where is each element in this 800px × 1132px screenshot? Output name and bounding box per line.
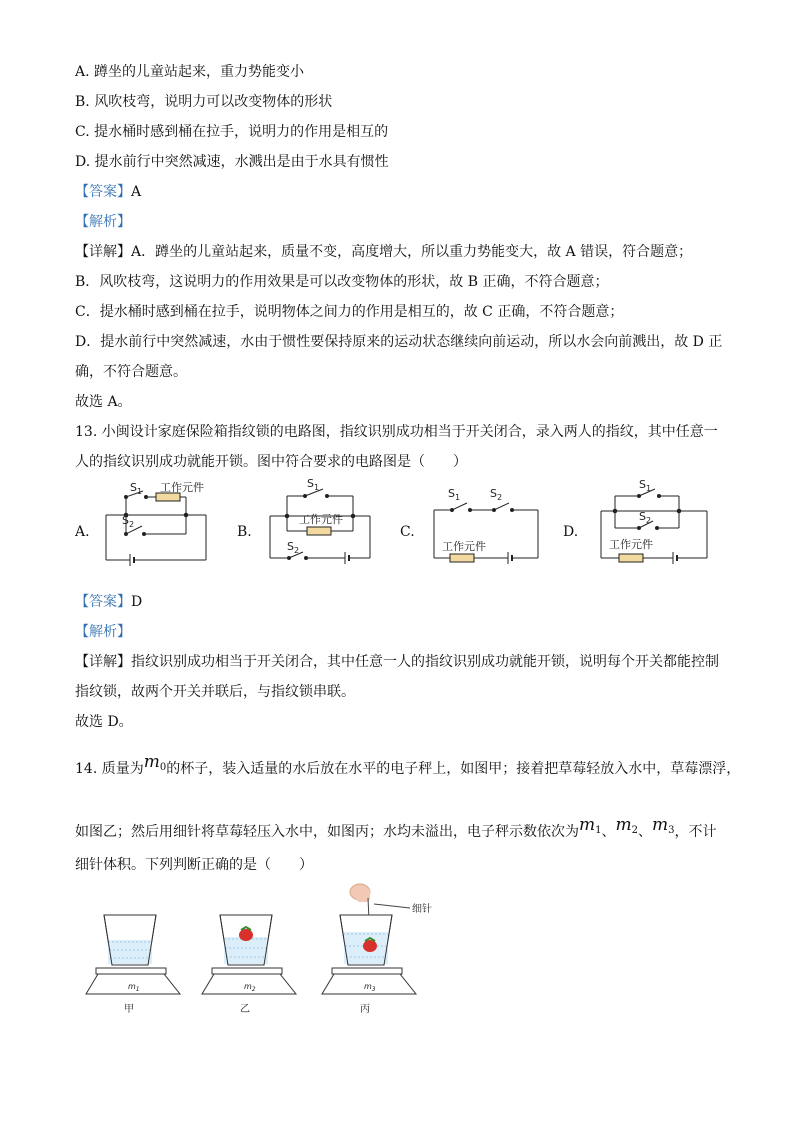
circuit-b-s1-label: $S_1$ [307, 477, 320, 492]
answer-value: D [131, 594, 143, 610]
q13-analysis-tag: 【解析】 [75, 624, 131, 640]
fig-bing-scale-cup [320, 880, 450, 1020]
q13-letter-d: D. [563, 524, 579, 540]
q13-detail-1: 【详解】指纹识别成功相当于开关闭合，其中任意一人的指纹识别成功就能开锁，说明每个开关都能控制 [75, 654, 719, 670]
svg-text:工作元件: 工作元件 [442, 540, 486, 553]
q12-option-d: D. 提水前行中突然减速，水溅出是由于水具有惯性 [75, 154, 389, 170]
circuit-c-component [450, 554, 474, 562]
q13-conclusion: 故选 D。 [75, 714, 133, 730]
strawberry-icon [363, 940, 377, 952]
fig-bing-m3: $m_3$ [364, 982, 376, 993]
q14-stem-line3: 细针体积。下列判断正确的是（ ） [75, 857, 313, 873]
q13-letter-c: C. [400, 524, 415, 540]
circuit-a-s2-label: $S_2$ [122, 514, 135, 529]
q13-stem-line1: 13. 小闽设计家庭保险箱指纹锁的电路图，指纹识别成功相当于开关闭合，录入两人的指纹，其中任意一 [75, 424, 718, 440]
q12-option-b: B. 风吹枝弯，说明力可以改变物体的形状 [75, 94, 333, 110]
detail-tag: 【详解】 [75, 654, 131, 670]
circuit-d-component [619, 554, 643, 562]
svg-text:工作元件: 工作元件 [160, 481, 204, 494]
m3-symbol: m [652, 815, 669, 835]
q12-analysis-tag: 【解析】 [75, 214, 131, 230]
fig-jia-scale-cup [84, 910, 184, 1020]
circuit-c-diagram [430, 485, 545, 565]
q12-detail-2: B．风吹枝弯，这说明力的作用效果是可以改变物体的形状，故 B 正确，不符合题意； [75, 274, 609, 290]
q13-letter-a: A. [75, 524, 90, 540]
m0-symbol: m [143, 752, 160, 772]
circuit-c-s2-label: $S_2$ [490, 487, 503, 502]
circuit-b-s2-label: $S_2$ [287, 540, 300, 555]
svg-text:工作元件: 工作元件 [299, 513, 343, 526]
fig-jia-m1: $m_1$ [128, 982, 140, 993]
strawberry-icon [239, 929, 253, 941]
q13-answer [75, 592, 142, 612]
circuit-a-component [156, 493, 180, 501]
q12-option-a: A. 蹲坐的儿童站起来，重力势能变小 [75, 64, 305, 80]
q12-conclusion: 故选 A。 [75, 394, 132, 410]
fig-yi-label: 乙 [240, 1004, 250, 1015]
circuit-a-diagram [100, 478, 215, 568]
circuit-b-component [307, 527, 331, 535]
circuit-a-s1-label: $S_1$ [130, 481, 143, 496]
fig-yi-scale-cup [200, 910, 300, 1020]
answer-value: A [131, 184, 142, 200]
circuit-d-s1-label: $S_1$ [639, 478, 652, 493]
circuit-d-diagram [597, 476, 712, 568]
detail-tag: 【详解】 [75, 244, 131, 260]
q12-detail-5: 确，不符合题意。 [75, 364, 187, 380]
circuit-c-s1-label: $S_1$ [448, 487, 461, 502]
circuit-b-diagram [265, 476, 380, 568]
q12-answer [75, 182, 141, 202]
m1-symbol: m [579, 815, 596, 835]
q12-option-c: C. 提水桶时感到桶在拉手，说明力的作用是相互的 [75, 124, 389, 140]
answer-tag: 【答案】 [75, 594, 131, 610]
fig-yi-m2: $m_2$ [244, 982, 256, 993]
q12-detail-4: D．提水前行中突然减速，水由于惯性要保持原来的运动状态继续向前运动，所以水会向前溅出，故 D 正 [75, 334, 723, 350]
q13-detail-2: 指纹锁，故两个开关并联后，与指纹锁串联。 [75, 684, 355, 700]
m2-symbol: m [615, 815, 632, 835]
q13-letter-b: B. [237, 524, 252, 540]
svg-text:工作元件: 工作元件 [609, 538, 653, 551]
q14-stem-line1: 14. 质量为$m^0$的杯子，装入适量的水后放在水平的电子秤上，如图甲；接着把草莓轻放入水中，草莓漂浮， [75, 752, 741, 777]
circuit-d-s2-label: $S_2$ [639, 510, 652, 525]
q12-detail-3: C．提水桶时感到桶在拉手，说明物体之间力的作用是相互的，故 C 正确，不符合题意； [75, 304, 624, 320]
q12-detail-1: 【详解】A．蹲坐的儿童站起来，质量不变，高度增大，所以重力势能变大，故 A 错误，符合题意； [75, 244, 693, 260]
q13-stem-line2: 人的指纹识别成功就能开锁。图中符合要求的电路图是（ ） [75, 454, 467, 470]
fig-bing-label: 丙 [360, 1004, 370, 1015]
q14-stem-line2: 如图乙；然后用细针将草莓轻压入水中，如图丙；水均未溢出，电子秤示数依次为$m^1$、$m^2$、$m^3$，不计 [75, 815, 717, 840]
fig-jia-label: 甲 [124, 1004, 134, 1015]
needle-label: 细针 [412, 904, 432, 915]
answer-tag: 【答案】 [75, 184, 131, 200]
